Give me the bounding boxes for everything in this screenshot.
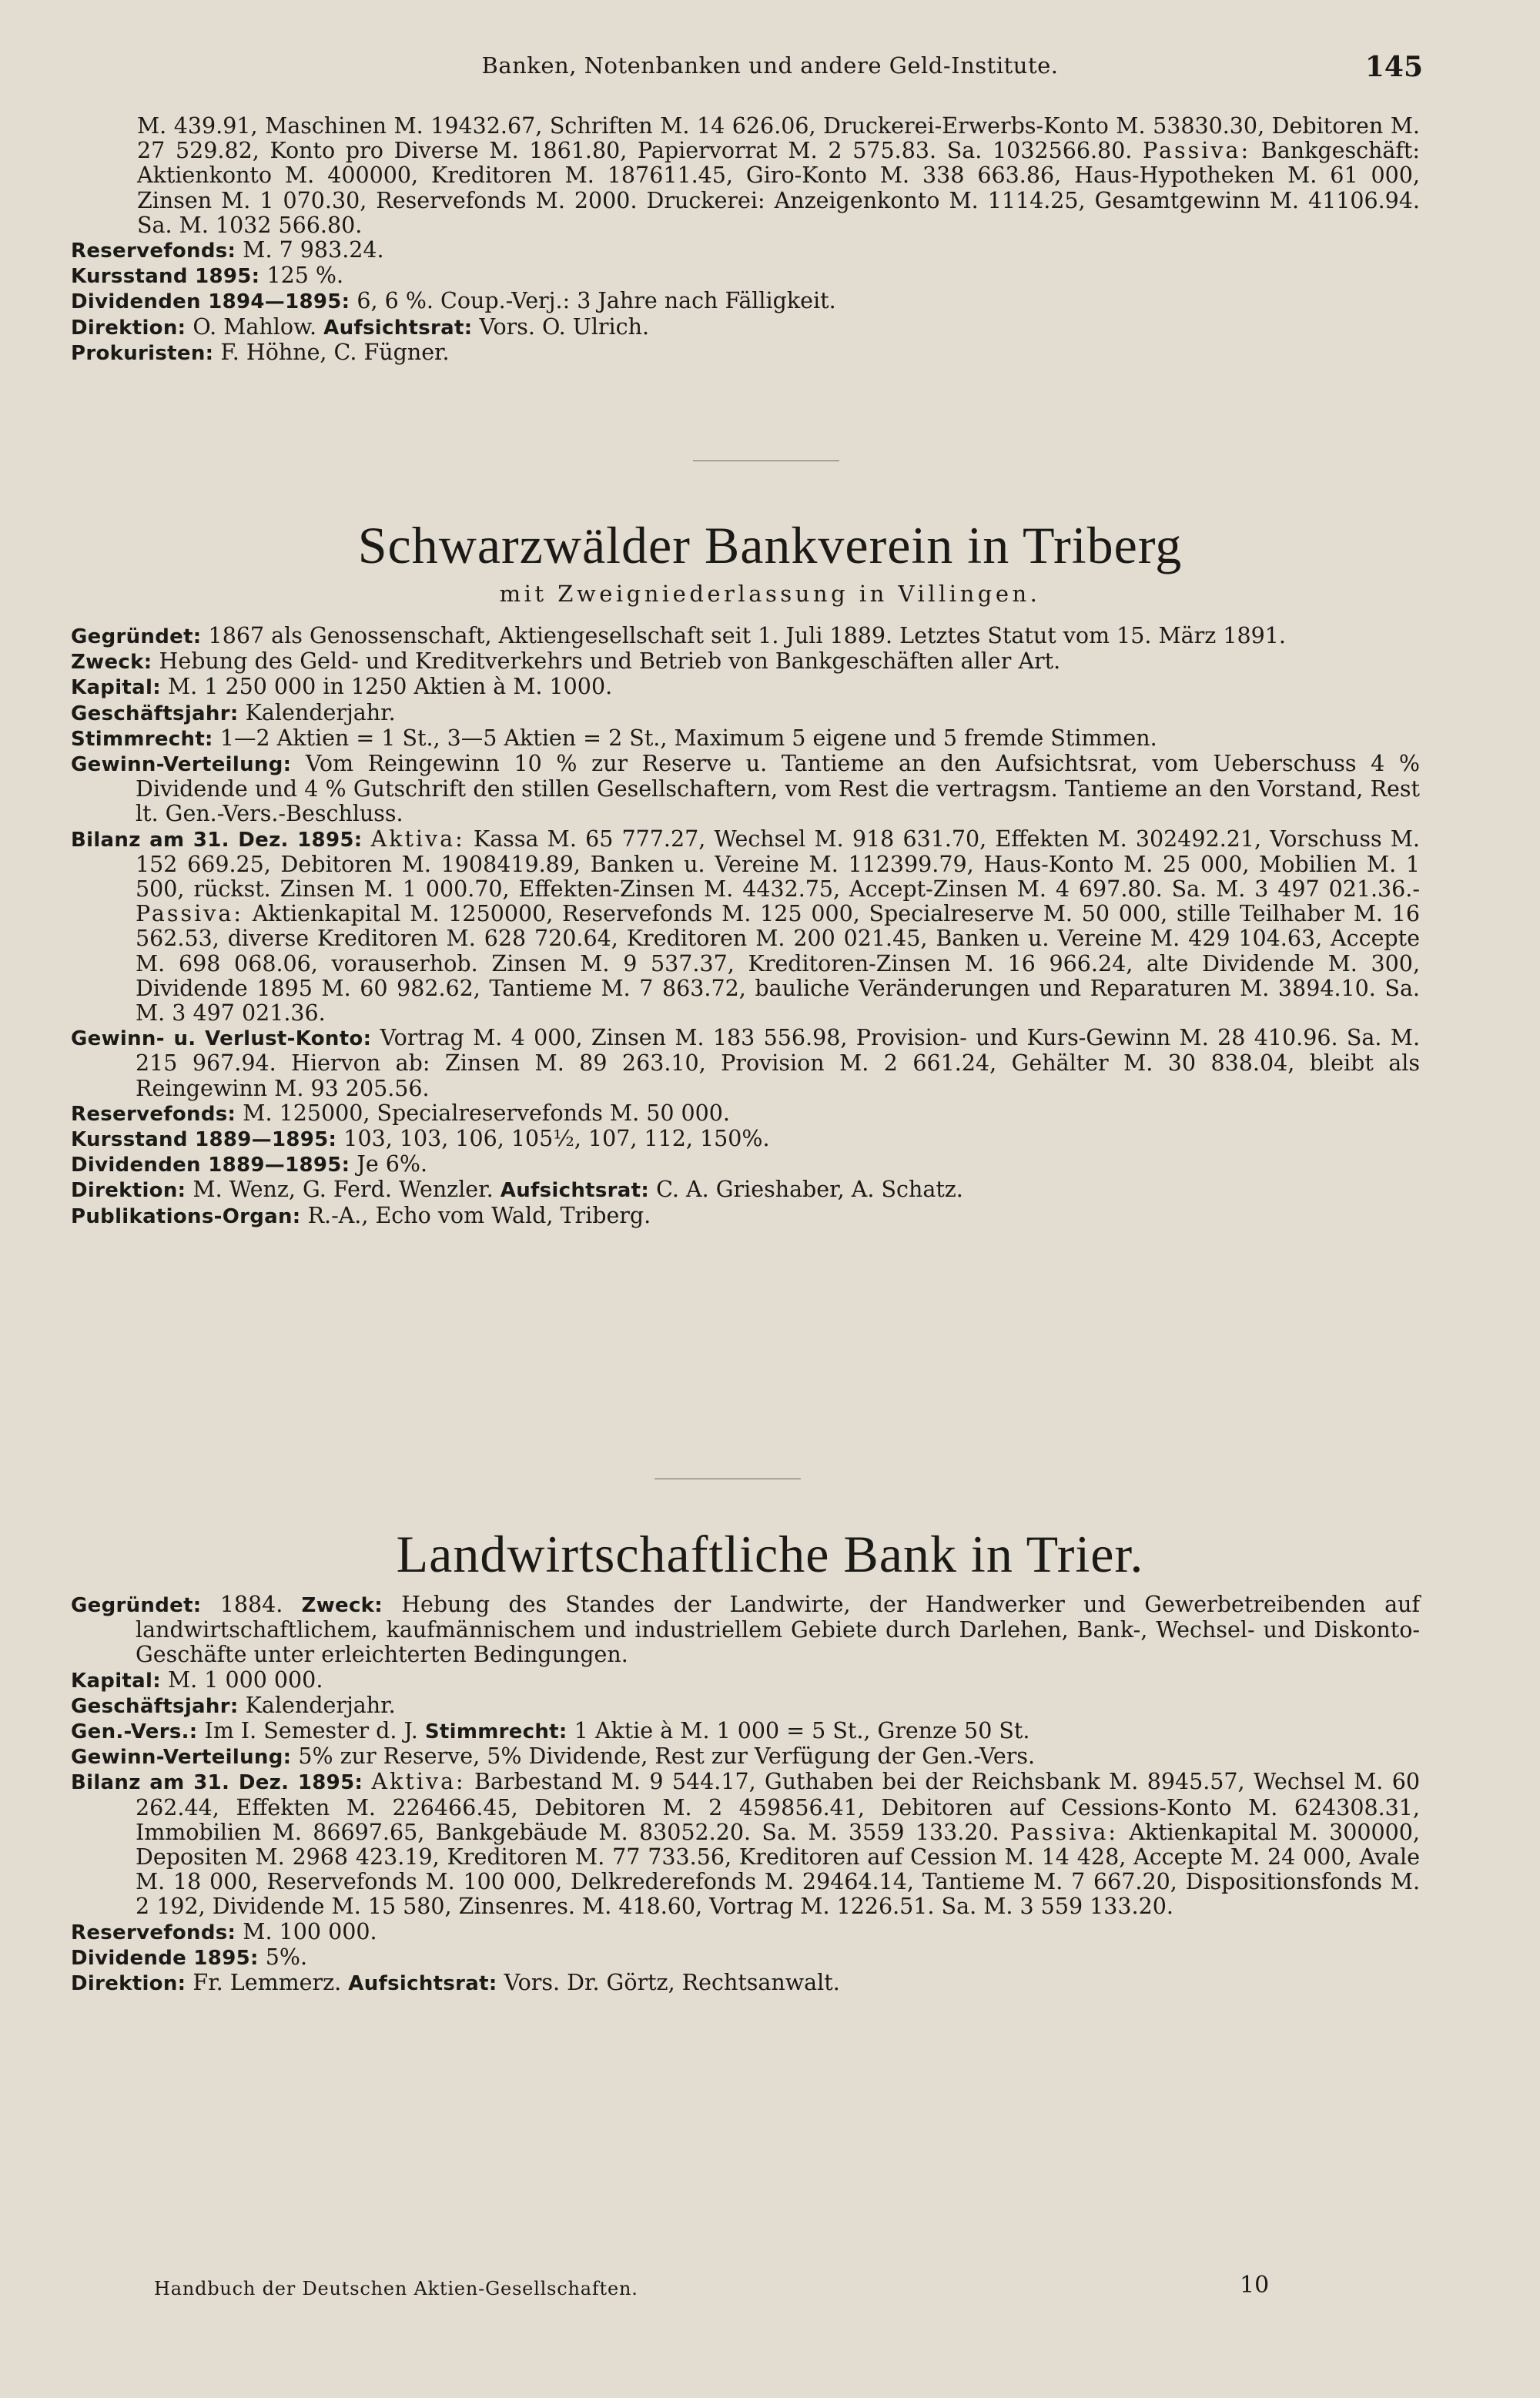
kursstand-line <box>71 263 1420 289</box>
aktiva-label: Aktiva: <box>371 1769 466 1795</box>
gewinnverteilung-line <box>71 1744 1420 1770</box>
stimmrecht-value: 1—2 Aktien = 1 St., 3—5 Aktien = 2 St., Maximum 5 eigene und 5 fremde Stimmen. <box>213 725 1157 751</box>
geschaeftsjahr-line <box>71 701 1420 726</box>
reservefonds-label: Reservefonds: <box>71 1921 236 1944</box>
geschaeftsjahr-value: Kalenderjahr. <box>238 699 396 725</box>
balance-continuation <box>71 114 1420 238</box>
geschaeftsjahr-label: Geschäftsjahr: <box>71 1694 239 1718</box>
kursstand-value: 125 %. <box>259 263 344 289</box>
geschaeftsjahr-line <box>71 1693 1420 1719</box>
kapital-label: Kapital: <box>71 676 161 700</box>
reservefonds-value: M. 7 983.24. <box>236 237 384 263</box>
dividenden-label: Dividenden 1894—1895: <box>71 290 350 314</box>
kapital-line <box>71 1668 1420 1693</box>
dividende-line <box>71 1945 1420 1971</box>
guv-value: Vortrag M. 4 000, Zinsen M. 183 556.98, Provision- und Kurs-Gewinn M. 28 410.96. Sa. M. 215 967.94. Hiervon ab: Zinsen M. 89 263.10, Provision M. 2 661.24, Gehälter M. 30 838.04, bleibt als Reingewinn M. 93 205.56. <box>136 1025 1421 1101</box>
dividenden-value: Je 6%. <box>350 1151 428 1177</box>
publikation-label: Publikations-Organ: <box>71 1204 301 1228</box>
gegruendet-value: 1884. <box>201 1592 302 1617</box>
direktion-value: M. Wenz, G. Ferd. Wenzler. <box>186 1177 500 1203</box>
running-header <box>0 52 1540 91</box>
reservefonds-label: Reservefonds: <box>71 1102 236 1126</box>
gewinnverteilung-value: 5% zur Reserve, 5% Dividende, Rest zur Verfügung der Gen.-Vers. <box>291 1743 1036 1770</box>
aufsichtsrat-value: Vors. O. Ulrich. <box>472 313 650 340</box>
aktiva-value: Barbestand M. 9 544.17, Guthaben bei der Reichsbank M. 8945.57, Wechsel M. 60 262.44, Effekten M. 226466.45, Debitoren M. 2 459856.41, Debitoren auf Cessions-Konto M. 624308.31, Immobilien M. 86697.65, Bankgebäude M. 83052.20. Sa. M. 3559 133.20. <box>136 1769 1420 1845</box>
reservefonds-value: M. 100 000. <box>236 1918 377 1944</box>
gewinnverteilung-line <box>71 752 1420 827</box>
schwarzwald-title: Schwarzwälder Bankverein in Triberg <box>357 516 1183 574</box>
kursstand-line <box>71 1127 1420 1152</box>
zweck-line <box>71 649 1420 675</box>
passiva-label: Passiva: <box>1143 138 1251 164</box>
aufsichtsrat-label: Aufsichtsrat: <box>500 1179 650 1203</box>
passiva-value: Aktienkapital M. 300000, Depositen M. 2968 423.19, Kreditoren M. 77 733.56, Kreditoren auf Cession M. 14 428, Accepte M. 24 000, Avale M. 18 000, Reservefonds M. 100 000, Delkrederefonds M. 29464.14, Tantieme M. 7 667.20, Dispositionsfonds M. 2 192, Dividende M. 15 580, Zinsenres. M. 418.60, Vortrag M. 1226.51. Sa. M. 3 559 133.20. <box>136 1819 1420 1920</box>
schwarzwald-subtitle: mit Zweigniederlassung in Villingen. <box>499 581 1041 607</box>
dividende-value: 5%. <box>258 1944 308 1970</box>
genvers-line <box>71 1719 1420 1744</box>
page-number: 145 <box>1364 51 1423 83</box>
reservefonds-value: M. 125000, Specialreservefonds M. 50 000. <box>236 1100 730 1126</box>
gegruendet-label: Gegründet: <box>71 625 202 648</box>
stimmrecht-label: Stimmrecht: <box>424 1720 567 1744</box>
direktion-label: Direktion: <box>71 1972 186 1996</box>
guv-label: Gewinn- u. Verlust-Konto: <box>71 1027 372 1051</box>
zweck-label: Zweck: <box>71 651 152 675</box>
aktiva-label: Aktiva: <box>370 826 465 852</box>
direktion-line <box>71 315 1420 340</box>
gegruendet-label: Gegründet: <box>71 1594 202 1617</box>
reservefonds-line <box>71 1920 1420 1945</box>
footer-source: Handbuch der Deutschen Aktien-Gesellschaften. <box>154 2278 638 2299</box>
guv-paragraph <box>71 1026 1420 1101</box>
running-title: Banken, Notenbanken und andere Geld-Institute. <box>481 52 1059 79</box>
landwirt-title: Landwirtschaftliche Bank in Trier. <box>396 1525 1144 1583</box>
aufsichtsrat-value: C. A. Grieshaber, A. Schatz. <box>649 1177 963 1203</box>
landwirt-entry <box>71 1593 1420 1996</box>
stimmrecht-label: Stimmrecht: <box>71 727 213 751</box>
genvers-value: Im I. Semester d. J. <box>197 1718 425 1744</box>
geschaeftsjahr-value: Kalenderjahr. <box>238 1692 396 1718</box>
prokuristen-label: Prokuristen: <box>71 341 214 365</box>
gegruendet-value: 1867 als Genossenschaft, Aktiengesellschaft seit 1. Juli 1889. Letztes Statut vom 15. März 1891. <box>201 623 1286 648</box>
dividenden-line <box>71 1152 1420 1177</box>
publikation-value: R.-A., Echo vom Wald, Triberg. <box>300 1202 651 1228</box>
zweck-value: Hebung des Geld- und Kreditverkehrs und Betrieb von Bankgeschäften aller Art. <box>152 648 1061 675</box>
direktion-line <box>71 1971 1420 1996</box>
aufsichtsrat-label: Aufsichtsrat: <box>323 316 473 340</box>
bilanz-label: Bilanz am 31. Dez. 1895: <box>71 828 363 852</box>
footer-signature: 10 <box>1240 2272 1270 2299</box>
passiva-label: Passiva: <box>136 901 243 927</box>
passiva-value: Aktienkapital M. 1250000, Reservefonds M. 125 000, Specialreserve M. 50 000, stille Teilhaber M. 16 562.53, diverse Kreditoren M. 628 720.64, Kreditoren M. 200 021.45, Banken u. Vereine M. 429 104.63, Accepte M. 698 068.06, vorauserhob. Zinsen M. 9 537.37, Kreditoren-Zinsen M. 16 966.24, alte Dividende M. 300, Dividende 1895 M. 60 982.62, Tantieme M. 7 863.72, bauliche Veränderungen und Reparaturen M. 3894.10. Sa. M. 3 497 021.36. <box>136 901 1420 1027</box>
kursstand-label: Kursstand 1895: <box>71 265 260 289</box>
passiva-label: Passiva: <box>1010 1819 1118 1845</box>
gegruendet-zweck-line <box>71 1593 1420 1668</box>
schwarzwald-entry <box>71 624 1420 1229</box>
reservefonds-line <box>71 238 1420 263</box>
kursstand-value: 103, 103, 106, 105½, 107, 112, 150%. <box>336 1126 770 1152</box>
zweck-value: Hebung des Standes der Landwirte, der Handwerker und Gewerbetreibenden auf landwirtschaftlichem, kaufmännischem und industriellem Gebiete durch Darlehen, Bank-, Wechsel- und Diskonto-Geschäfte unter erleichterten Bedingungen. <box>136 1592 1420 1668</box>
kapital-value: M. 1 250 000 in 1250 Aktien à M. 1000. <box>160 674 613 700</box>
dividenden-label: Dividenden 1889—1895: <box>71 1154 350 1177</box>
bilanz-paragraph <box>71 1770 1420 1919</box>
prokuristen-line <box>71 340 1420 366</box>
gewinnverteilung-label: Gewinn-Verteilung: <box>71 1746 292 1770</box>
gewinnverteilung-value: Vom Reingewinn 10 % zur Reserve u. Tantieme an den Aufsichtsrat, vom Ueberschuss 4 % Dividende und 4 % Gutschrift den stillen Gesellschaftern, vom Rest die vertragsm. Tantieme an den Vorstand, Rest lt. Gen.-Vers.-Beschluss. <box>136 751 1420 827</box>
gewinnverteilung-label: Gewinn-Verteilung: <box>71 753 292 777</box>
dividende-label: Dividende 1895: <box>71 1946 259 1970</box>
reservefonds-line <box>71 1101 1420 1127</box>
aktiva-value: Kassa M. 65 777.27, Wechsel M. 918 631.70, Effekten M. 302492.21, Vorschuss M. 152 669.25, Debitoren M. 1908419.89, Banken u. Vereine M. 112399.79, Haus-Konto M. 25 000, Mobilien M. 1 500, rückst. Zinsen M. 1 000.70, Effekten-Zinsen M. 4432.75, Accept-Zinsen M. 4 697.80. Sa. M. 3 497 021.36.- <box>136 826 1420 903</box>
dividenden-value: 6, 6 %. Coup.-Verj.: 3 Jahre nach Fälligkeit. <box>350 288 836 314</box>
direktion-value: O. Mahlow. <box>186 313 324 340</box>
kapital-value: M. 1 000 000. <box>160 1666 323 1693</box>
stimmrecht-value: 1 Aktie à M. 1 000 = 5 St., Grenze 50 St. <box>567 1718 1030 1744</box>
prokuristen-value: F. Höhne, C. Fügner. <box>213 339 450 365</box>
direktion-label: Direktion: <box>71 316 186 340</box>
kursstand-label: Kursstand 1889—1895: <box>71 1128 337 1152</box>
genvers-label: Gen.-Vers.: <box>71 1720 198 1744</box>
reservefonds-label: Reservefonds: <box>71 239 236 263</box>
dividenden-line <box>71 289 1420 314</box>
direktion-line <box>71 1177 1420 1203</box>
stimmrecht-line <box>71 726 1420 752</box>
publikation-line <box>71 1204 1420 1229</box>
bilanz-paragraph <box>71 827 1420 1027</box>
geschaeftsjahr-label: Geschäftsjahr: <box>71 702 239 725</box>
aufsichtsrat-label: Aufsichtsrat: <box>348 1972 497 1996</box>
passiva-text: Bankgeschäft: Aktienkonto M. 400000, Kreditoren M. 187611.45, Giro-Konto M. 338 663.86, Haus-Hypotheken M. 61 000, Zinsen M. 1 070.30, Reservefonds M. 2000. Druckerei: Anzeigenkonto M. 1114.25, Gesamtgewinn M. 41106.94. Sa. M. 1032 566.80. <box>137 138 1420 238</box>
balance-aktiva-text: M. 439.91, Maschinen M. 19432.67, Schriften M. 14 626.06, Druckerei-Erwerbs-Konto M. 53830.30, Debitoren M. 27 529.82, Konto pro Diverse M. 1861.80, Papiervorrat M. 2 575.83. Sa. 1032566.80. <box>137 113 1420 164</box>
previous-entry-tail <box>71 114 1420 366</box>
direktion-label: Direktion: <box>71 1179 186 1203</box>
gegruendet-line <box>71 624 1420 649</box>
zweck-label: Zweck: <box>301 1594 383 1617</box>
direktion-value: Fr. Lemmerz. <box>186 1970 349 1996</box>
aufsichtsrat-value: Vors. Dr. Görtz, Rechtsanwalt. <box>497 1970 840 1996</box>
kapital-label: Kapital: <box>71 1669 161 1693</box>
bilanz-label: Bilanz am 31. Dez. 1895: <box>71 1771 363 1795</box>
kapital-line <box>71 675 1420 700</box>
